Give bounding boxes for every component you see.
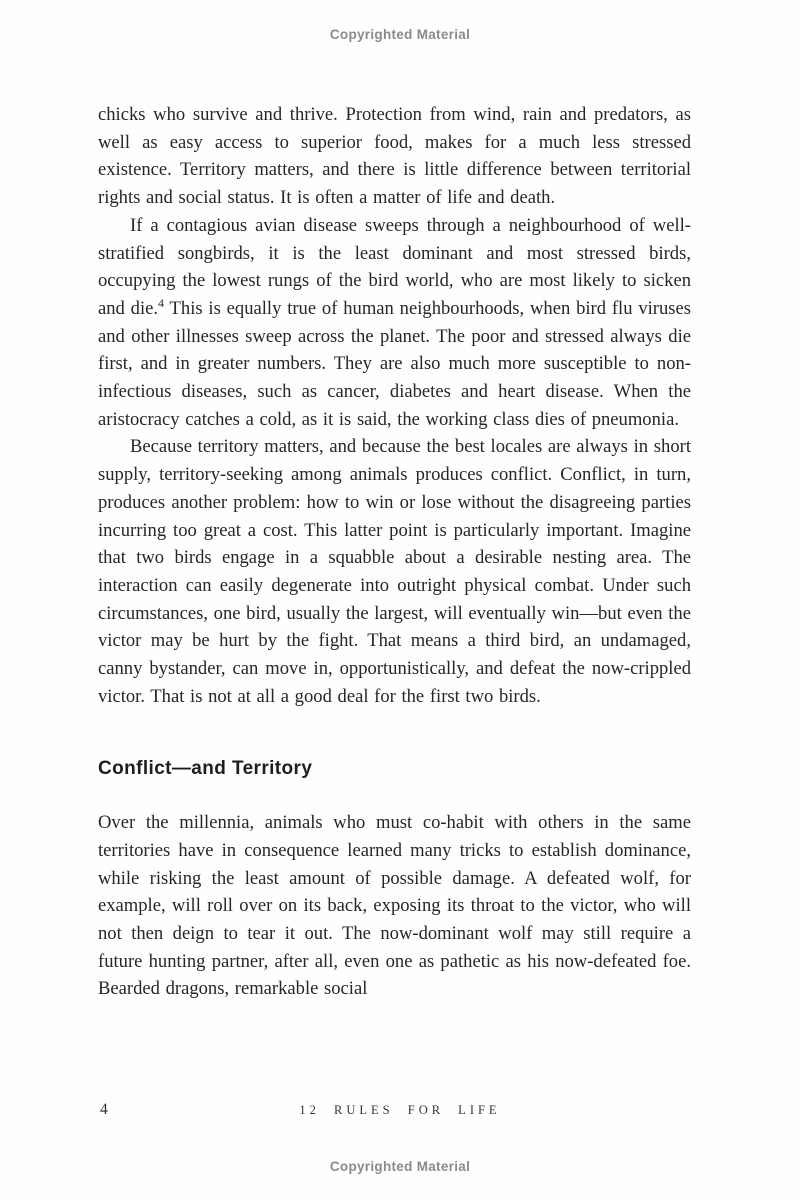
body-paragraph: chicks who survive and thrive. Protection from wind, rain and predators, as well as easy access to superior food, makes for a much less stressed existence. Territory matters, and there is little difference between territorial rights and social status. It is often a matter of life and death. <box>98 104 691 209</box>
section-heading: Conflict—and Territory <box>98 758 313 780</box>
running-title: 12 RULES FOR LIFE <box>299 1103 501 1117</box>
copyright-notice-top: Copyrighted Material <box>329 27 471 42</box>
paragraph-text: If a contagious avian disease sweeps through a neighbourhood of well-stratified songbirds, it is the least dominant and most stressed birds, occupying the lowest rungs of the bird world, who are most likely to sicken and die. <box>98 214 691 319</box>
copyright-notice-bottom: Copyrighted Material <box>329 1159 471 1174</box>
page-body <box>98 101 691 1003</box>
body-paragraph: Because territory matters, and because the best locales are always in short supply, territory-seeking among animals produces conflict. Conflict, in turn, produces another problem: how to win or lose without the disagreeing parties incurring too great a cost. This latter point is particularly important. Imagine that two birds engage in a squabble about a desirable nesting area. The interaction can easily degenerate into outright physical combat. Under such circumstances, one bird, usually the largest, will eventually win—but even the victor may be hurt by the fight. That means a third bird, an undamaged, canny bystander, can move in, opportunistically, and defeat the now-crippled victor. That is not at all a good deal for the first two birds. <box>98 436 691 707</box>
body-paragraph <box>98 212 691 434</box>
page-number: 4 <box>100 1101 108 1118</box>
page-footer <box>0 1101 800 1121</box>
footnote-reference: 4 <box>158 295 165 310</box>
paragraph-text: This is equally true of human neighbourhoods, when bird flu viruses and other illnesses sweep across the planet. The poor and stressed always die first, and in greater numbers. They are also much more susceptible to non-infectious diseases, such as cancer, diabetes and heart disease. When the aristocracy catches a cold, as it is said, the working class dies of pneumonia. <box>98 297 692 430</box>
body-paragraph: Over the millennia, animals who must co-habit with others in the same territories have in consequence learned many tricks to establish dominance, while risking the least amount of possible damage. A defeated wolf, for example, will roll over on its back, exposing its throat to the victor, who will not then deign to tear it out. The now-dominant wolf may still require a future hunting partner, after all, even one as pathetic as his now-defeated foe. Bearded dragons, remarkable social <box>98 812 691 1000</box>
